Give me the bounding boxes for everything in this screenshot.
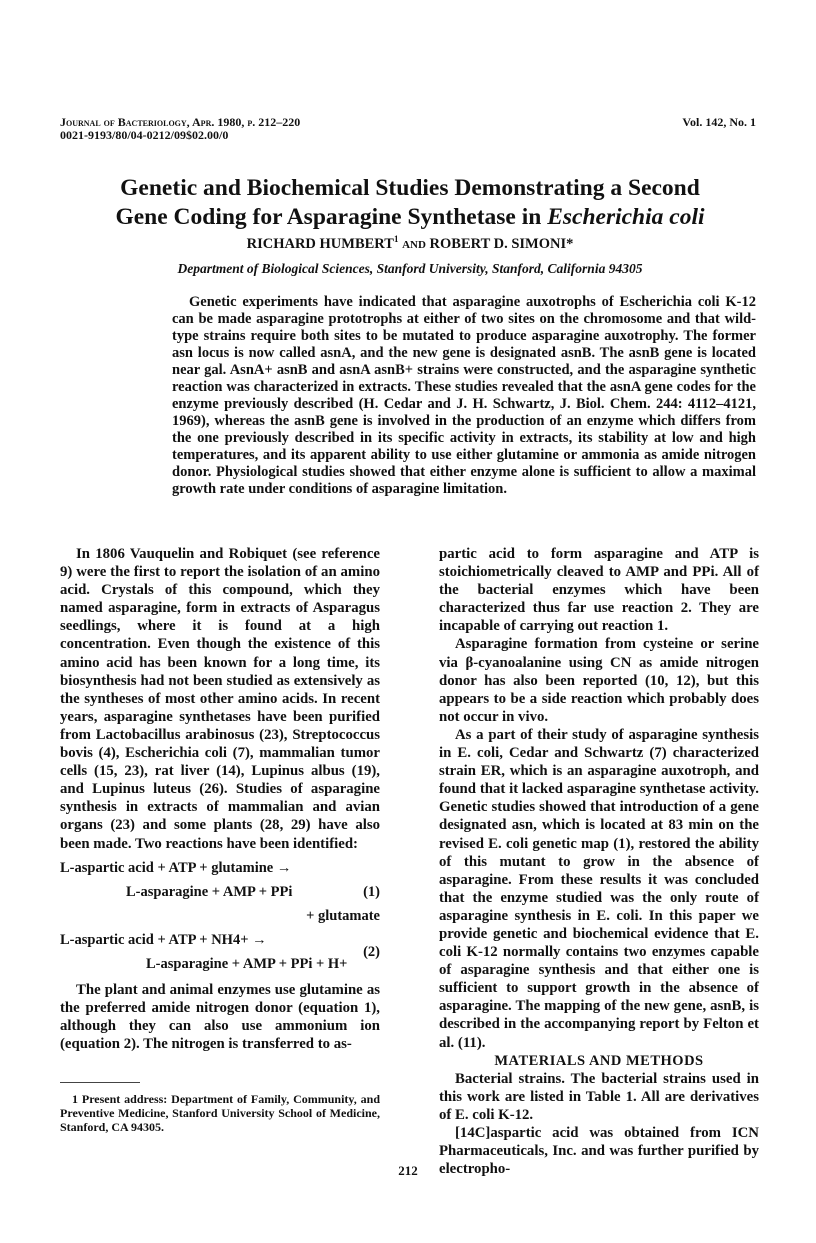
equation-2-number: (2) [363, 943, 380, 960]
right-paragraph-3: As a part of their study of asparagine synthesis in E. coli, Cedar and Schwartz (7) characterized strain ER, which is an asparagine auxotroph, and found that it lacked asparagine synthetase activity. Genetic studies showed that introduction of a gene designated asn, which is located at 83 min on the revised E. coli genetic map (1), restored the ability of this mutant to grow in the absence of asparagine. From these results it was concluded that the enzyme studied was the only route of asparagine synthesis in E. coli. In this paper we provide genetic and biochemical evidence that E. coli K-12 normally contains two enzymes capable of asparagine synthesis and that either one is sufficient to support growth in the absence of asparagine. The mapping of the new gene, asnB, is described in the accompanying report by Felton et al. (11). [439, 726, 759, 1051]
footnote-text: 1 Present address: Department of Family, Community, and Preventive Medicine, Stanford University School of Medicine, Stanford, CA 94305. [60, 1092, 380, 1134]
left-column [60, 545, 380, 1053]
right-paragraph-2: Asparagine formation from cysteine or serine via β-cyanoalanine using CN as amide nitrogen donor has also been reported (10, 12), but this appears to be a side reaction which probably does not occur in vivo. [439, 636, 759, 725]
author-list [60, 236, 760, 253]
title-line-1: Genetic and Biochemical Studies Demonstrating a Second [120, 175, 700, 201]
section-heading: MATERIALS AND METHODS [494, 1052, 704, 1069]
right-paragraph-4: Bacterial strains. The bacterial strains used in this work are listed in Table 1. All are derivatives of E. coli K-12. [439, 1070, 760, 1123]
equation-1-number: (1) [363, 883, 380, 900]
equation-1-line-2: L-asparagine + AMP + PPi (1) [126, 883, 380, 900]
equation-2-line-2: L-asparagine + AMP + PPi + H+ (2) [146, 943, 380, 972]
footnote-rule [60, 1082, 140, 1083]
abstract: Genetic experiments have indicated that asparagine auxotrophs of Escherichia coli K-12 can be made asparagine prototrophs at either of two sites on the chromosome and that wild-type strains require both sites to be mutated to produce asparagine auxotrophy. The former asn locus is now called asnA, and the new gene is designated asnB. The asnB gene is located near gal. AsnA+ asnB and asnA asnB+ strains were constructed, and the asparagine synthetic reaction was characterized in extracts. These studies revealed that the asnA gene codes for the enzyme previously described (H. Cedar and J. H. Schwartz, J. Biol. Chem. 244: 4112–4121, 1969), whereas the asnB gene is involved in the production of an enzyme which differs from the one previously described in its specific activity in extracts, its stability at low and high temperatures, and its apparent ability to use either glutamine or ammonia as amide nitrogen donor. Physiological studies showed that either enzyme alone is sufficient to allow a maximal growth rate under conditions of asparagine limitation. [172, 294, 756, 497]
code-line: 0021-9193/80/04-0212/09$02.00/0 [60, 128, 229, 142]
affiliation: Department of Biological Sciences, Stanford University, Stanford, California 94305 [177, 261, 643, 276]
footnote-mark: 1 [393, 234, 399, 245]
equation-1-line-3: + glutamate [306, 907, 380, 924]
author-conjunction: AND [402, 239, 426, 251]
right-column [439, 545, 759, 1178]
journal-citation [60, 116, 300, 142]
volume-info: Vol. 142, No. 1 [682, 115, 756, 129]
intro-paragraph-2: The plant and animal enzymes use glutamine as the preferred amide nitrogen donor (equation 1), although they can also use ammonium ion (equation 2). The nitrogen is transferred to as- [60, 981, 380, 1052]
paper-title [60, 174, 760, 232]
equation-1-line-1: L-aspartic acid + ATP + glutamine → [60, 859, 292, 876]
page-number: 212 [398, 1163, 418, 1178]
journal-line: Journal of Bacteriology, Apr. 1980, p. 212–220 [60, 115, 301, 129]
title-line-2: Gene Coding for Asparagine Synthetase in Escherichia coli [115, 204, 705, 230]
right-paragraph-1: partic acid to form asparagine and ATP is stoichiometrically cleaved to AMP and PPi. All of the bacterial enzymes which have been characterized thus far use reaction 2. They are incapable of carrying out reaction 1. [439, 546, 759, 635]
footnote [60, 1092, 380, 1134]
right-paragraph-5: [14C]aspartic acid was obtained from ICN Pharmaceuticals, Inc. and was further purified by electropho- [439, 1125, 759, 1178]
subsection-heading: Bacterial strains. [455, 1070, 565, 1087]
author-2: ROBERT D. SIMONI* [429, 236, 574, 252]
intro-paragraph-1: In 1806 Vauquelin and Robiquet (see reference 9) were the first to report the isolation of an amino acid. Crystals of this compound, which they named asparagine, form in extracts of Asparagus seedlings, where it is found at a high concentration. Even though the existence of this amino acid has been known for a long time, its biosynthesis had not been studied as extensively as the syntheses of most other amino acids. In recent years, asparagine synthetases have been purified from Lactobacillus arabinosus (23), Streptococcus bovis (4), Escherichia coli (7), mammalian tumor cells (15, 23), rat liver (14), Lupinus albus (19), and Lupinus luteus (26). Studies of asparagine synthesis in extracts of mammalian and avian organs (23) and some plants (28, 29) have also been made. Two reactions have been identified: [60, 546, 380, 852]
author-1: RICHARD HUMBERT [246, 236, 394, 252]
equation-2-line-1: L-aspartic acid + ATP + NH4+ → [60, 931, 267, 948]
